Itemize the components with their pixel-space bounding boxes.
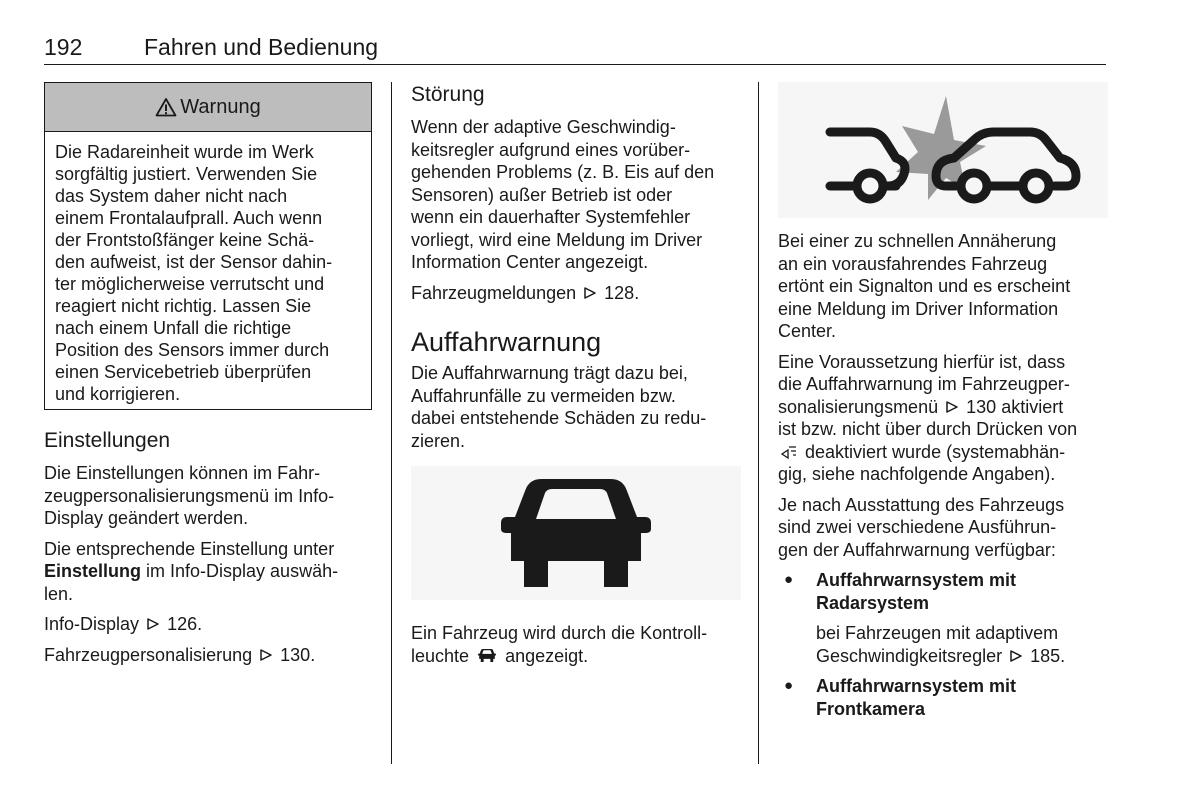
column-3 (778, 82, 1108, 728)
warning-body (45, 132, 371, 409)
section-title: Fahren und Bedienung (144, 34, 379, 60)
column-1 (44, 82, 372, 674)
reference-arrow-icon (1009, 649, 1023, 663)
warning-triangle-icon (155, 97, 177, 117)
variants-list (778, 569, 1108, 720)
reference-arrow-icon (583, 286, 597, 300)
car-front-icon (501, 477, 651, 589)
list-item-title: ● Auffahrwarnsystem mit Radarsystem (816, 570, 1017, 613)
einstellung-menu-label: Einstellung (44, 561, 142, 581)
list-item-description: bei Fahrzeugen mit adaptivem Geschwindigkeitsregler 185. (816, 623, 1066, 666)
info-display-reference[interactable]: Info-Display 126. (44, 614, 203, 634)
column-2 (411, 82, 741, 675)
list-item (778, 569, 1108, 667)
collision-icon (778, 82, 1108, 218)
column-divider (758, 82, 759, 764)
list-item-title: ● Auffahrwarnsystem mit Frontkamera (816, 676, 1017, 719)
stoerung-heading: Störung (411, 83, 485, 106)
annaeherung-paragraph: Bei einer zu schnellen Annäherung an ein vorausfahrendes Fahrzeug ertönt ein Signalton und es erscheint eine Meldung im Driver Information Center. (778, 231, 1071, 341)
einstellungen-heading: Einstellungen (44, 429, 171, 452)
car-front-icon (478, 648, 496, 663)
reference-arrow-icon (146, 617, 160, 631)
personalisierung-reference[interactable]: Fahrzeugpersonalisierung 130. (44, 644, 316, 665)
reference-arrow-icon (945, 400, 959, 414)
column-divider (391, 82, 392, 764)
warning-title: Warnung (180, 95, 261, 118)
figure-caption: Ein Fahrzeug wird durch die Kontroll- leuchte angezeigt. (411, 623, 708, 666)
adjust-icon (780, 445, 798, 459)
warning-box (44, 82, 372, 410)
fahrzeugmeldungen-reference[interactable]: Fahrzeugmeldungen 128. (411, 282, 640, 303)
reference-arrow-icon (259, 648, 273, 662)
warning-text: Die Radareinheit wurde im Werk sorgfältig justiert. Verwenden Sie das System daher nicht nach einem Frontalaufprall. Auch wenn der Frontstoßfänger keine Schä- den aufweist, ist der Sensor dahin- ter möglicherweise verrutscht und reagiert nicht richtig. Lassen Sie nach einem Unfall die richtige Position des Sensors immer durch einen Servicebetrieb überprüfen und korrigieren. (55, 142, 333, 404)
stoerung-paragraph: Wenn der adaptive Geschwindig- keitsregler aufgrund eines vorüber- gehenden Problems (z. B. Eis auf den Sensoren) außer Betrieb ist oder wenn ein dauerhafter Systemfehler vorliegt, wird eine Meldung im Driver Information Center angezeigt. (411, 117, 715, 272)
car-indicator-figure (411, 466, 741, 600)
list-item (778, 675, 1108, 720)
page-number: 192 (44, 34, 83, 60)
auffahrwarnung-heading: Auffahrwarnung (411, 327, 602, 357)
page-header (44, 34, 1106, 65)
ausfuehrungen-paragraph: Je nach Ausstattung des Fahrzeugs sind zwei verschiedene Ausführun- gen der Auffahrwarnung verfügbar: (778, 494, 1065, 560)
auffahrwarnung-paragraph: Die Auffahrwarnung trägt dazu bei, Auffahrunfälle zu vermeiden bzw. dabei entstehende Schäden zu redu- zieren. (411, 363, 707, 451)
einstellungen-paragraph: Die Einstellungen können im Fahr- zeugpersonalisierungsmenü im Info- Display geändert werden. (44, 463, 335, 528)
warning-header (45, 83, 371, 132)
einstellung-paragraph: Die entsprechende Einstellung unter Einstellung im Info-Display auswäh- len. (44, 538, 339, 604)
collision-figure (778, 82, 1108, 218)
voraussetzung-paragraph: Eine Voraussetzung hierfür ist, dass die Auffahrwarnung im Fahrzeugper- sonalisierungsmenü 130 aktiviert ist bzw. nicht über durch Drücken von deaktiviert wurde (systemabhän- gig, siehe nachfolgende Angaben). (778, 351, 1078, 484)
